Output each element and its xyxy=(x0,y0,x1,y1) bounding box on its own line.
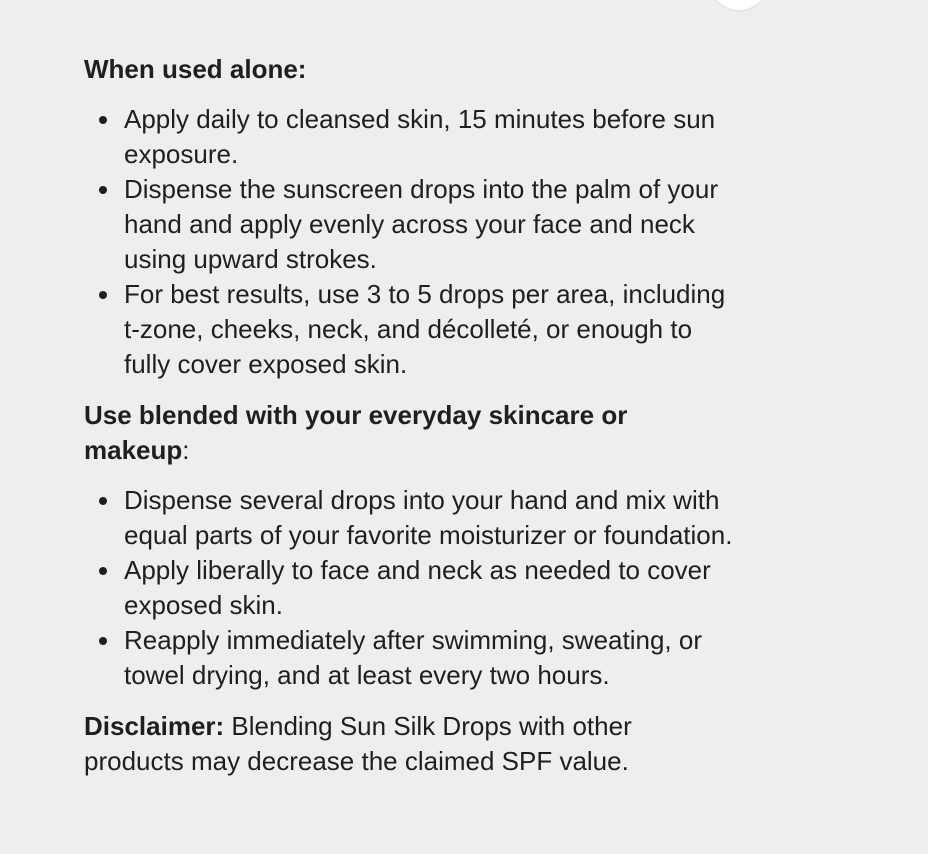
usage-instructions xyxy=(84,52,734,779)
used-alone-list xyxy=(84,102,734,382)
list-item: For best results, use 3 to 5 drops per area, including t-zone, cheeks, neck, and décolleté, or enough to fully cover exposed skin. xyxy=(84,277,734,382)
disclaimer-text: Blending Sun Silk Drops with other products may decrease the claimed SPF value. xyxy=(84,711,632,776)
blended-use-list xyxy=(84,483,734,693)
section-heading-blended-use xyxy=(84,398,734,468)
section-heading-blended-use-text: Use blended with your everyday skincare or makeup xyxy=(84,400,628,465)
section-heading-blended-use-colon: : xyxy=(182,435,190,465)
list-item: Reapply immediately after swimming, sweating, or towel drying, and at least every two hours. xyxy=(84,623,734,693)
scroll-top-button[interactable] xyxy=(710,0,768,10)
list-item: Apply daily to cleansed skin, 15 minutes before sun exposure. xyxy=(84,102,734,172)
disclaimer-label: Disclaimer: xyxy=(84,711,225,741)
list-item: Dispense several drops into your hand and mix with equal parts of your favorite moisturizer or foundation. xyxy=(84,483,734,553)
section-heading-used-alone: When used alone: xyxy=(84,54,307,84)
list-item: Dispense the sunscreen drops into the palm of your hand and apply evenly across your face and neck using upward strokes. xyxy=(84,172,734,277)
disclaimer xyxy=(84,709,734,779)
list-item: Apply liberally to face and neck as needed to cover exposed skin. xyxy=(84,553,734,623)
